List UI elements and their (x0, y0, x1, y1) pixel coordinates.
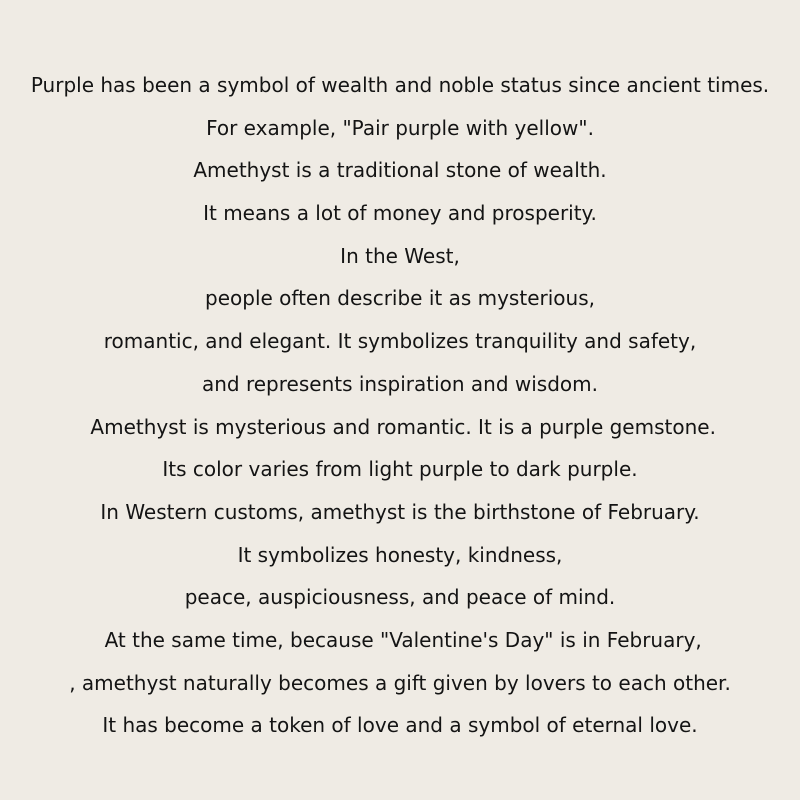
text-line: It symbolizes honesty, kindness, (237, 542, 563, 567)
text-line: Its color varies from light purple to dark purple. (162, 457, 638, 482)
text-line: For example, "Pair purple with yellow". (206, 115, 594, 140)
text-line: peace, auspiciousness, and peace of mind. (184, 585, 616, 610)
text-line: Amethyst is a traditional stone of wealth. (193, 158, 607, 183)
text-line: In the West, (340, 243, 460, 268)
text-line: , amethyst naturally becomes a gift given by lovers to each other. (69, 670, 731, 695)
text-line: It means a lot of money and prosperity. (203, 201, 597, 226)
text-line: Purple has been a symbol of wealth and noble status since ancient times. (30, 73, 770, 97)
text-line: At the same time, because "Valentine's Day" is in February, (98, 627, 702, 652)
text-line: and represents inspiration and wisdom. (201, 371, 598, 396)
text-line: In Western customs, amethyst is the birthstone of February. (100, 499, 700, 524)
text-line: people often describe it as mysterious, (205, 286, 595, 311)
amethyst-description-text (0, 64, 800, 747)
text-line: romantic, and elegant. It symbolizes tranquility and safety, (103, 329, 697, 354)
text-line: It has become a token of love and a symbol of eternal love. (102, 713, 698, 738)
text-line: Amethyst is mysterious and romantic. It is a purple gemstone. (84, 414, 716, 439)
